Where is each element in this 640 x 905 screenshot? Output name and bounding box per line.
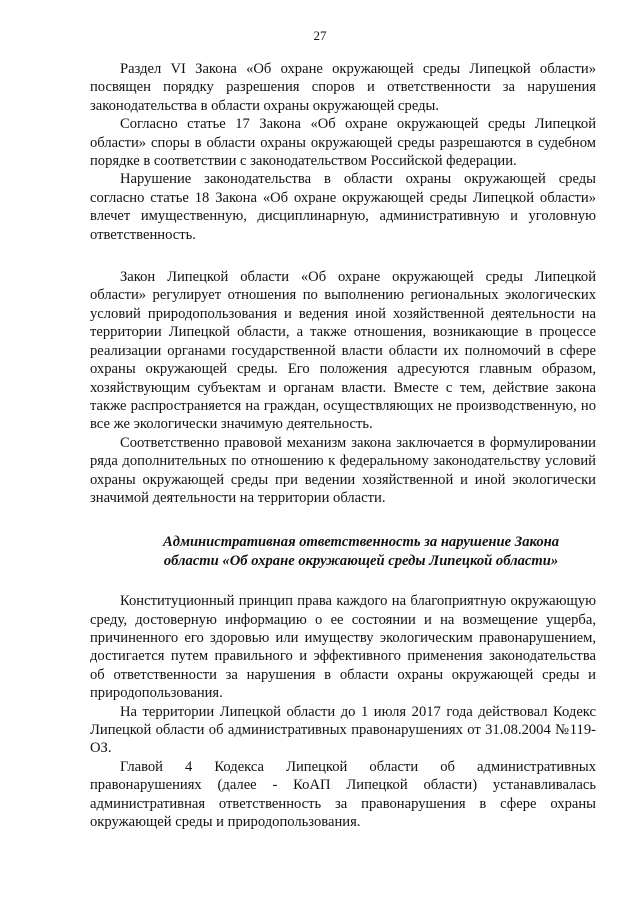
section-heading (90, 533, 596, 570)
spacer (90, 570, 596, 592)
paragraph: Главой 4 Кодекса Липецкой области об административных правонарушениях (далее - КоАП Липецкой области) устанавливалась административная ответственность за правонарушения в сфере охраны окружающей среды и природопользования. (90, 758, 596, 831)
paragraph: Согласно статье 17 Закона «Об охране окружающей среды Липецкой области» споры в области охраны окружающей среды разрешаются в судебном порядке в соответствии с законодательством Российской федерации. (90, 116, 596, 170)
paragraph: Конституционный принцип права каждого на благоприятную окружающую среду, достоверную информацию о ее состоянии и на возмещение ущерба, причиненного его здоровью или имуществу экологическим правонарушением, достигается путем правильного и эффективного применения законодательства об ответственности за нарушения в области охраны окружающей среды и природопользования. (90, 593, 596, 702)
page-number: 27 (313, 28, 327, 43)
section-heading-line: области «Об охране окружающей среды Липецкой области» (163, 552, 559, 569)
paragraph: На территории Липецкой области до 1 июля 2017 года действовал Кодекс Липецкой области об административных правонарушениях от 31.08.2004 №119-ОЗ. (90, 703, 596, 757)
page-content (90, 60, 596, 831)
paragraph: Соответственно правовой механизм закона заключается в формулировании ряда дополнительных по отношению к федеральному законодательству условий охраны окружающей среды при ведении хозяйственной и иной экологически значимой деятельности на территории области. (90, 434, 596, 506)
spacer (90, 244, 596, 268)
paragraph: Закон Липецкой области «Об охране окружающей среды Липецкой области» регулирует отношения по выполнению региональных экологических условий природопользования и ведения иной хозяйственной деятельности на территории Липецкой области, а также отношения, возникающие в процессе реализации органами государственной власти области их полномочий в сфере охраны окружающей среды. Его положения адресуются главным образом, хозяйствующим субъектам и органам власти. Вместе с тем, действие закона также распространяется на граждан, осуществляющих не производственную, но все же экологически значимую деятельность. (90, 269, 596, 433)
section-heading-line: Административная ответственность за нарушение Закона (162, 534, 560, 551)
spacer (90, 507, 596, 533)
paragraph: Раздел VI Закона «Об охране окружающей среды Липецкой области» посвящен порядку разрешения споров и ответственности за нарушения законодательства в области охраны окружающей среды. (90, 61, 596, 114)
paragraph: Нарушение законодательства в области охраны окружающей среды согласно статье 18 Закона «Об охране окружающей среды Липецкой области» влечет имущественную, дисциплинарную, административную и уголовную ответственность. (90, 171, 596, 243)
